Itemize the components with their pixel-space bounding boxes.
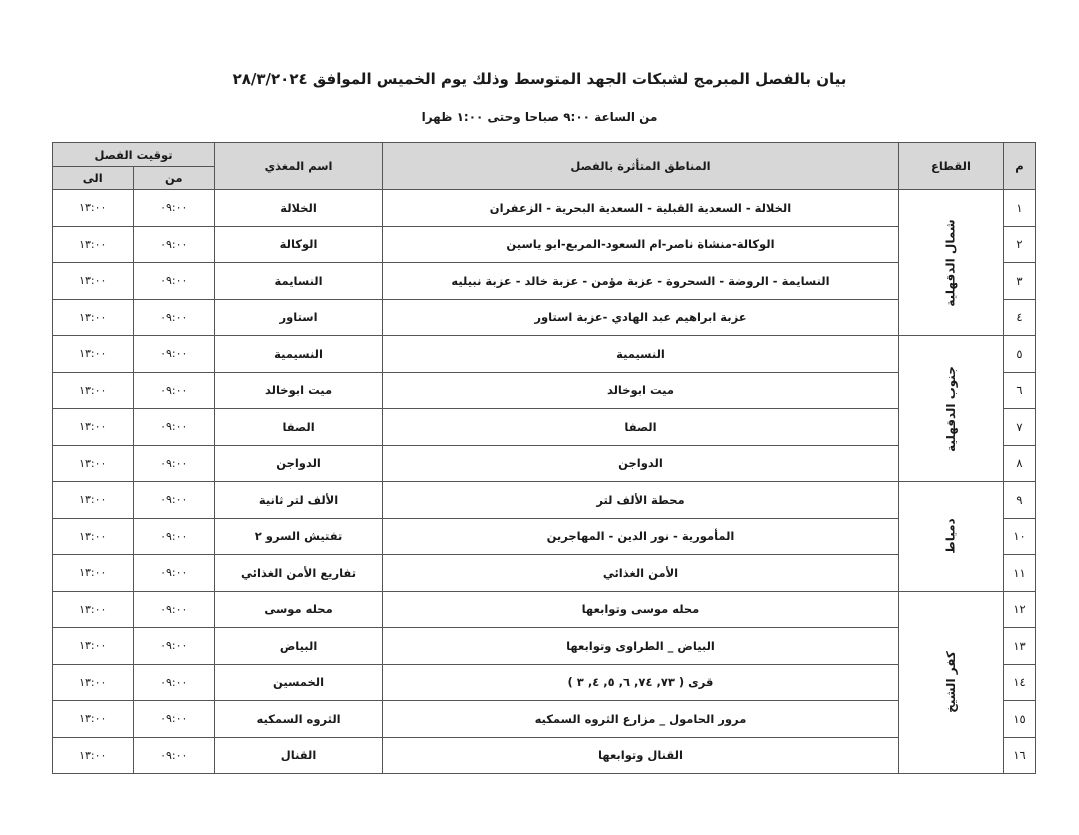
table-row (53, 336, 1036, 373)
time-from-cell: ٠٩:٠٠ (133, 263, 214, 300)
table-row (53, 445, 1036, 482)
sector-label: شمال الدقهلية (943, 218, 958, 307)
row-index: ٣ (1004, 263, 1036, 300)
document-title: بيان بالفصل المبرمج لشبكات الجهد المتوسط وذلك يوم الخميس الموافق ٢٨/٣/٢٠٢٤ (232, 70, 847, 88)
affected-areas-cell: النسايمة - الروضة - السحروة - عزبة مؤمن - عزبة خالد - عزبة نبيليه (383, 263, 899, 300)
time-from-cell: ٠٩:٠٠ (133, 628, 214, 665)
table-row (53, 299, 1036, 336)
affected-areas-cell: مرور الحامول _ مزارع الثروه السمكيه (383, 701, 899, 738)
time-to-cell: ١٣:٠٠ (53, 409, 134, 446)
feeder-name-cell: البياض (214, 628, 382, 665)
time-from-cell: ٠٩:٠٠ (133, 409, 214, 446)
time-to-cell: ١٣:٠٠ (53, 482, 134, 519)
sector-cell (898, 336, 1003, 482)
time-from-cell: ٠٩:٠٠ (133, 737, 214, 774)
affected-areas-cell: الصفا (383, 409, 899, 446)
affected-areas-cell: القنال وتوابعها (383, 737, 899, 774)
row-index: ٧ (1004, 409, 1036, 446)
table-row (53, 409, 1036, 446)
feeder-name-cell: الخلالة (214, 190, 382, 227)
sector-cell (898, 482, 1003, 592)
feeder-name-cell: الثروه السمكيه (214, 701, 382, 738)
header-from: من (133, 167, 214, 190)
table-row (53, 701, 1036, 738)
feeder-name-cell: النسيمية (214, 336, 382, 373)
feeder-name-cell: الألف لتر ثانية (214, 482, 382, 519)
feeder-name-cell: الوكالة (214, 226, 382, 263)
row-index: ١٢ (1004, 591, 1036, 628)
header-sector: القطاع (898, 143, 1003, 190)
time-from-cell: ٠٩:٠٠ (133, 336, 214, 373)
affected-areas-cell: ميت ابوخالد (383, 372, 899, 409)
table-row (53, 226, 1036, 263)
time-from-cell: ٠٩:٠٠ (133, 555, 214, 592)
time-from-cell: ٠٩:٠٠ (133, 664, 214, 701)
feeder-name-cell: استاور (214, 299, 382, 336)
table-row (53, 372, 1036, 409)
affected-areas-cell: النسيمية (383, 336, 899, 373)
row-index: ٨ (1004, 445, 1036, 482)
time-from-cell: ٠٩:٠٠ (133, 445, 214, 482)
table-row (53, 263, 1036, 300)
feeder-name-cell: النسايمة (214, 263, 382, 300)
affected-areas-cell: الوكالة-منشاة ناصر-ام السعود-المربع-ابو ياسين (383, 226, 899, 263)
header-feeder-name: اسم المغذي (214, 143, 382, 190)
table-row (53, 628, 1036, 665)
time-from-cell: ٠٩:٠٠ (133, 591, 214, 628)
time-to-cell: ١٣:٠٠ (53, 299, 134, 336)
feeder-name-cell: ميت ابوخالد (214, 372, 382, 409)
time-to-cell: ١٣:٠٠ (53, 226, 134, 263)
affected-areas-cell: محله موسى وتوابعها (383, 591, 899, 628)
document-subtitle: من الساعة ٩:٠٠ صباحا وحتى ١:٠٠ ظهرا (421, 110, 658, 124)
time-to-cell: ١٣:٠٠ (53, 372, 134, 409)
time-from-cell: ٠٩:٠٠ (133, 299, 214, 336)
time-to-cell: ١٣:٠٠ (53, 664, 134, 701)
time-to-cell: ١٣:٠٠ (53, 263, 134, 300)
row-index: ١١ (1004, 555, 1036, 592)
outage-schedule-table (52, 142, 1036, 774)
time-from-cell: ٠٩:٠٠ (133, 190, 214, 227)
time-from-cell: ٠٩:٠٠ (133, 372, 214, 409)
row-index: ٢ (1004, 226, 1036, 263)
time-from-cell: ٠٩:٠٠ (133, 226, 214, 263)
row-index: ٩ (1004, 482, 1036, 519)
row-index: ١٦ (1004, 737, 1036, 774)
affected-areas-cell: البياض _ الطراوى وتوابعها (383, 628, 899, 665)
header-outage-timing: توقيت الفصل (53, 143, 215, 167)
row-index: ١٠ (1004, 518, 1036, 555)
affected-areas-cell: قرى ( ٧٣, ٧٤, ٦, ٥, ٤, ٣ ) (383, 664, 899, 701)
row-index: ٥ (1004, 336, 1036, 373)
feeder-name-cell: الدواجن (214, 445, 382, 482)
row-index: ١٣ (1004, 628, 1036, 665)
affected-areas-cell: محطة الألف لتر (383, 482, 899, 519)
time-from-cell: ٠٩:٠٠ (133, 701, 214, 738)
table-body (53, 190, 1036, 774)
header-affected-areas: المناطق المتأثرة بالفصل (383, 143, 899, 190)
time-to-cell: ١٣:٠٠ (53, 518, 134, 555)
feeder-name-cell: تفاريع الأمن الغذائي (214, 555, 382, 592)
row-index: ٤ (1004, 299, 1036, 336)
affected-areas-cell: الأمن الغذائي (383, 555, 899, 592)
affected-areas-cell: عزبة ابراهيم عبد الهادي -عزبة استاور (383, 299, 899, 336)
affected-areas-cell: الدواجن (383, 445, 899, 482)
header-index: م (1004, 143, 1036, 190)
feeder-name-cell: محله موسى (214, 591, 382, 628)
row-index: ٦ (1004, 372, 1036, 409)
row-index: ١٤ (1004, 664, 1036, 701)
row-index: ١٥ (1004, 701, 1036, 738)
row-index: ١ (1004, 190, 1036, 227)
feeder-name-cell: القنال (214, 737, 382, 774)
table-row (53, 664, 1036, 701)
time-from-cell: ٠٩:٠٠ (133, 482, 214, 519)
sector-cell (898, 190, 1003, 336)
table-row (53, 555, 1036, 592)
feeder-name-cell: الصفا (214, 409, 382, 446)
table-row (53, 518, 1036, 555)
table-row (53, 591, 1036, 628)
sector-label: كفر الشيخ (943, 651, 958, 714)
affected-areas-cell: الخلالة - السعدية القبلية - السعدية البحرية - الزعفران (383, 190, 899, 227)
time-to-cell: ١٣:٠٠ (53, 555, 134, 592)
table-row (53, 737, 1036, 774)
sector-cell (898, 591, 1003, 774)
time-to-cell: ١٣:٠٠ (53, 445, 134, 482)
time-to-cell: ١٣:٠٠ (53, 701, 134, 738)
affected-areas-cell: المأمورية - نور الدين - المهاجرين (383, 518, 899, 555)
time-to-cell: ١٣:٠٠ (53, 190, 134, 227)
feeder-name-cell: الخمسين (214, 664, 382, 701)
time-to-cell: ١٣:٠٠ (53, 628, 134, 665)
time-from-cell: ٠٩:٠٠ (133, 518, 214, 555)
table-row (53, 482, 1036, 519)
time-to-cell: ١٣:٠٠ (53, 336, 134, 373)
header-to: الى (53, 167, 134, 190)
sector-label: دمياط (943, 518, 958, 554)
feeder-name-cell: تفتيش السرو ٢ (214, 518, 382, 555)
sector-label: جنوب الدقهلية (943, 365, 958, 452)
time-to-cell: ١٣:٠٠ (53, 591, 134, 628)
time-to-cell: ١٣:٠٠ (53, 737, 134, 774)
table-row (53, 190, 1036, 227)
